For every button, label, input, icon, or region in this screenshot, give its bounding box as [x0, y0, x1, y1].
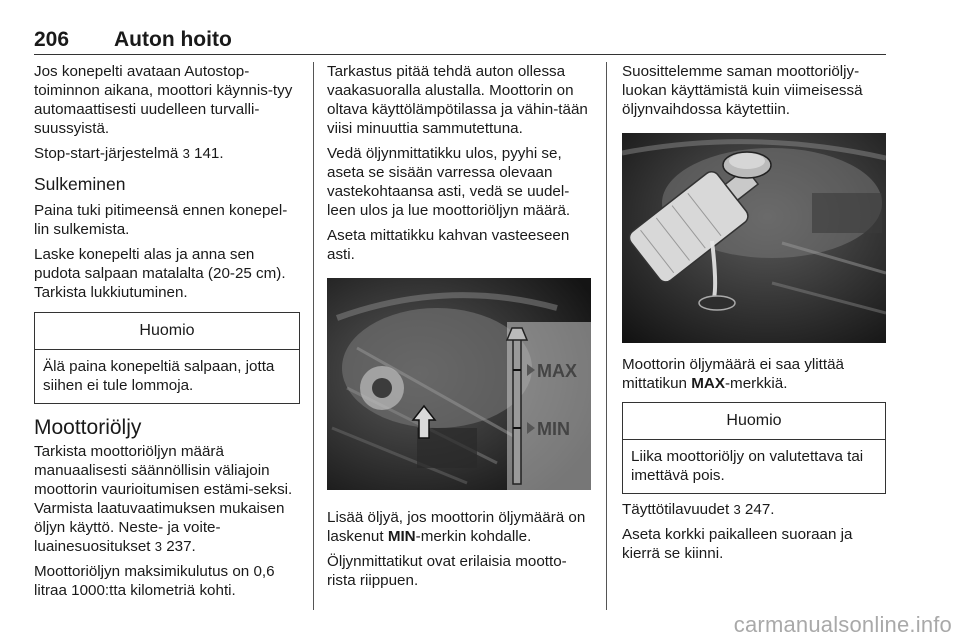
paragraph-do-not-exceed: [622, 355, 886, 393]
paragraph-add-oil: [327, 508, 591, 546]
note-title: Huomio: [623, 403, 885, 440]
note-title: Huomio: [35, 313, 299, 350]
paragraph-dipsticks-differ: Öljynmittatikut ovat erilaisia mootto-rista riippuen.: [327, 553, 567, 589]
paragraph-capacities: [622, 500, 886, 519]
do-not-exceed-text: Moottorin öljymäärä ei saa ylittää mittatikun: [622, 356, 845, 392]
note-body: Liika moottoriöljy on valutettava tai imettävä pois.: [631, 448, 864, 484]
do-not-exceed-bold-max: MAX: [691, 375, 725, 392]
column-3: [622, 62, 886, 569]
page-ref-icon: 3: [154, 539, 162, 554]
check-oil-text: Tarkista moottoriöljyn määrä manuaalisesti säännöllisin väliajoin moottorin vaurioitumisen estämi-seksi. Varmista laatuvaatimuksen mukaisen öljyn käyttö. Neste- ja voite-luainesuositukset: [34, 443, 293, 555]
dipstick-shaft: [513, 334, 521, 484]
page-ref-link[interactable]: 141.: [194, 145, 224, 162]
paragraph-pull-dipstick: Vedä öljynmittatikku ulos, pyyhi se, aseta se sisään varressa olevaan vastekohtaansa asti, vedä se uudel-leen ulos ja lue moottoriöljyn määrä.: [327, 145, 571, 219]
page-ref-link[interactable]: 237.: [166, 538, 196, 555]
header-rule: [34, 54, 886, 55]
do-not-exceed-text-end: -merkkiä.: [724, 375, 788, 392]
note-body: Älä paina konepeltiä salpaan, jotta siihen ei tule lommoja.: [43, 358, 275, 394]
page-title: Auton hoito: [114, 28, 232, 51]
page-ref-icon: 3: [182, 146, 190, 161]
paragraph-lower-hood: Laske konepelti alas ja anna sen pudota salpaan matalalta (20-25 cm). Tarkista lukkiutuminen.: [34, 246, 286, 301]
stop-start-text: Stop-start-järjestelmä: [34, 145, 179, 162]
watermark: carmanualsonline.info: [733, 612, 952, 637]
column-2: [327, 62, 591, 596]
paragraph-same-oil: Suosittelemme saman moottoriöljy-luokan käyttämistä kuin viimeisessä öljynvaihdossa käytettiin.: [622, 63, 863, 118]
heading-closing: Sulkeminen: [34, 174, 126, 194]
column-1: [34, 62, 300, 606]
paragraph-autostop: Jos konepelti avataan Autostop-toiminnon aikana, moottori käynnis-tyy automaattisesti uudelleen turvalli-suussyistä.: [34, 63, 293, 137]
column-divider-1: [313, 62, 314, 610]
paragraph-check-oil: [34, 442, 300, 556]
paragraph-level-surface: Tarkastus pitää tehdä auton ollessa vaakasuoralla alustalla. Moottorin on oltava käyttölämpötilassa ja vähin-tään viisi minuuttia sammutettuna.: [327, 63, 588, 137]
add-oil-text: Lisää öljyä, jos moottorin öljymäärä on laskenut: [327, 509, 586, 545]
add-oil-text-end: -merkin kohdalle.: [415, 528, 532, 545]
oil-filling-illustration: [622, 133, 886, 343]
dipstick-illustration: [327, 278, 591, 490]
add-oil-bold-min: MIN: [387, 528, 416, 545]
page-ref-icon: 3: [733, 502, 741, 517]
paragraph-support: Paina tuki pitimeensä ennen konepel-lin sulkemista.: [34, 202, 288, 238]
heading-engine-oil: Moottoriöljy: [34, 416, 142, 439]
page-header: [34, 26, 886, 56]
paragraph-insert-dipstick: Aseta mittatikku kahvan vasteeseen asti.: [327, 227, 570, 263]
paragraph-replace-cap: Aseta korkki paikalleen suoraan ja kierrä se kiinni.: [622, 526, 853, 562]
page-number: 206: [34, 28, 70, 51]
column-divider-2: [606, 62, 607, 610]
paragraph-consumption: Moottoriöljyn maksimikulutus on 0,6 litraa 1000:tta kilometriä kohti.: [34, 563, 275, 599]
paragraph-stop-start: [34, 144, 300, 163]
note-box-hood: [34, 312, 300, 404]
dipstick-min-label: MIN: [537, 419, 570, 439]
page-ref-link[interactable]: 247.: [744, 501, 775, 518]
dipstick-max-label: MAX: [537, 361, 577, 381]
capacities-text: Täyttötilavuudet: [622, 501, 730, 518]
note-box-excess-oil: [622, 402, 886, 494]
